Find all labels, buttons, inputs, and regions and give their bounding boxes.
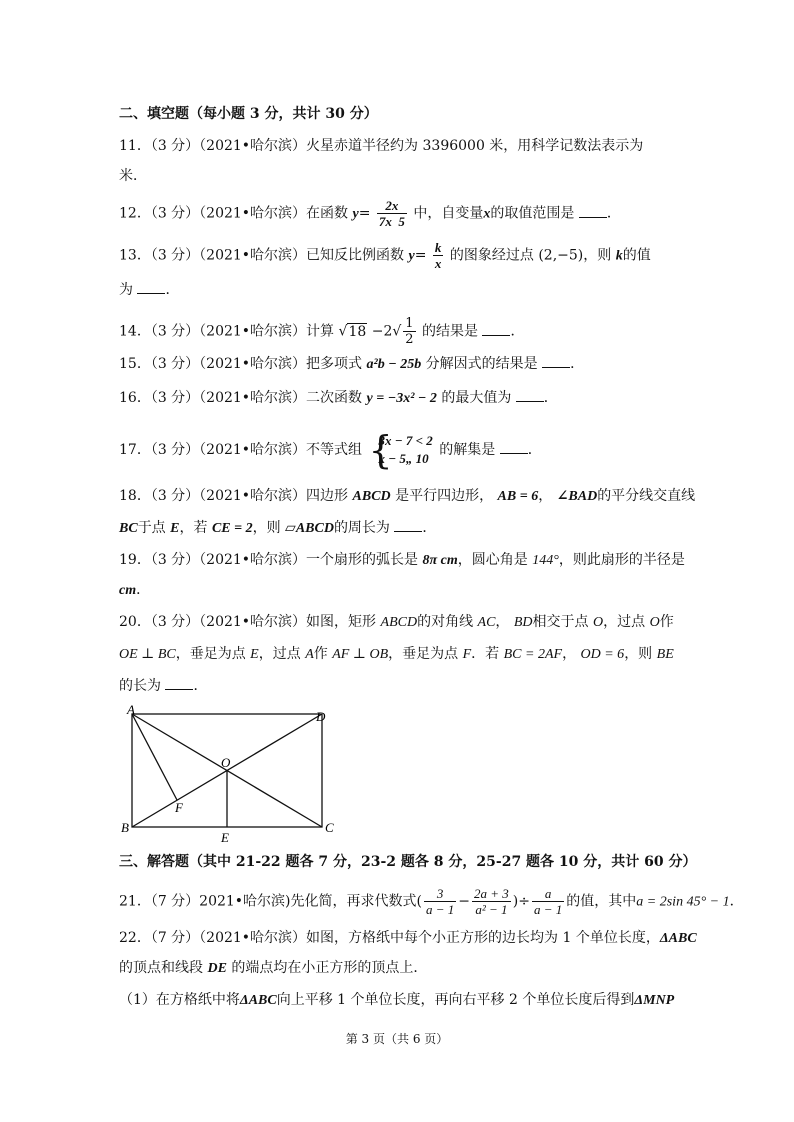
q13-num: k bbox=[434, 240, 442, 255]
question-16 bbox=[119, 388, 558, 409]
q13-fraction bbox=[433, 240, 444, 271]
label-c: C bbox=[325, 820, 334, 835]
q17-prefix: 17．（3 分）（2021•哈尔滨）不等式组 bbox=[119, 442, 363, 458]
label-d: D bbox=[316, 709, 326, 724]
q18-bad: ∠BAD bbox=[556, 489, 598, 504]
q20-l2a: ，垂足为点 bbox=[175, 646, 246, 662]
q22-line3 bbox=[119, 990, 674, 1011]
q12-x: x bbox=[483, 206, 491, 222]
q22-line1 bbox=[119, 928, 697, 949]
q18-sep: ， bbox=[538, 488, 553, 504]
q16-expr: y = −3x² − 2 bbox=[366, 391, 437, 406]
q13-prefix: 13．（3 分）（2021•哈尔滨）已知反比例函数 bbox=[119, 247, 405, 264]
label-b: B bbox=[121, 820, 129, 835]
q20-mid3: ，过点 bbox=[603, 614, 646, 630]
q21-lparen: ( bbox=[416, 893, 422, 910]
q19-unit: cm bbox=[119, 583, 137, 598]
q20-line3 bbox=[119, 676, 207, 696]
q20-be: BE bbox=[656, 647, 674, 662]
q20-sep: ， bbox=[495, 614, 510, 630]
q22-line3b: 向上平移 1 个单位长度，再向右平移 2 个单位长度后得到 bbox=[276, 992, 635, 1008]
q21-frac2 bbox=[472, 886, 511, 917]
q22-line1-text: 22．（7 分）（2021•哈尔滨）如图，方格纸中每个小正方形的边长均为 1 个单位长度， bbox=[119, 930, 660, 946]
q13-mid2: ，则 bbox=[583, 247, 612, 264]
q18-ce: CE = 2 bbox=[211, 521, 253, 536]
q20-l2e2: ．若 bbox=[471, 646, 500, 662]
q21-frac3 bbox=[532, 886, 564, 917]
q14-sqrt-sign: √ bbox=[338, 323, 348, 340]
q12-fraction bbox=[377, 198, 407, 229]
q18-mid: 是平行四边形， bbox=[395, 488, 494, 504]
q18-parallelogram: ▱ABCD bbox=[285, 521, 334, 536]
q12-den: 7x 5 bbox=[378, 214, 405, 229]
question-12 bbox=[119, 198, 621, 229]
q20-l2f2: ， bbox=[562, 646, 577, 662]
q18-l2a: 于点 bbox=[137, 520, 166, 536]
q20-od: OD = 6 bbox=[580, 647, 625, 662]
q21-prefix: 21．（7 分）2021•哈尔滨)先化简，再求代数式 bbox=[119, 893, 417, 910]
q14-suffix: 的结果是 bbox=[422, 323, 479, 340]
q15-expr: a²b − 25b bbox=[366, 357, 422, 372]
q13-k: k bbox=[615, 248, 623, 264]
q15-suffix: 分解因式的结果是 bbox=[425, 356, 538, 372]
q20-abcd: ABCD bbox=[380, 615, 418, 630]
q18-line2 bbox=[119, 518, 436, 539]
q20-tail: 作 bbox=[659, 614, 674, 630]
q20-answer-blank[interactable] bbox=[165, 677, 193, 690]
q19-mid: ，圆心角是 bbox=[457, 552, 528, 568]
q20-ac: AC bbox=[477, 615, 496, 630]
q20-pa: A bbox=[305, 647, 314, 662]
q20-l2b: ，过点 bbox=[258, 646, 301, 662]
q19-prefix: 19．（3 分）（2021•哈尔滨）一个扇形的弧长是 bbox=[119, 552, 419, 568]
q17-row1: 3x − 7 < 2 bbox=[378, 433, 433, 448]
q14-sqrt-sign2: √ bbox=[392, 323, 402, 340]
q20-l2g: ，则 bbox=[624, 646, 653, 662]
q14-sqrt-18: 18 bbox=[348, 323, 367, 340]
q21-suffix: 的值，其中 bbox=[566, 893, 637, 910]
q13-line2-text: 为 bbox=[119, 282, 133, 298]
q20-bc: BC = 2AF bbox=[503, 647, 563, 662]
q20-end: ． bbox=[193, 678, 208, 694]
q20-o2: O bbox=[649, 615, 660, 630]
q18-l2c: ，则 bbox=[252, 520, 281, 536]
q22-tri: ΔABC bbox=[659, 931, 697, 946]
q13-point: (2,−5) bbox=[538, 247, 584, 264]
q19-end: ． bbox=[136, 582, 151, 598]
q21-cond: a = 2sin 45° − 1 bbox=[636, 894, 730, 910]
q20-bd: BD bbox=[513, 615, 533, 630]
q16-answer-blank[interactable] bbox=[516, 389, 544, 402]
q17-suffix: 的解集是 bbox=[439, 442, 496, 458]
q20-oe: OE ⊥ BC bbox=[119, 647, 176, 662]
page-footer: 第 3 页（共 6 页） bbox=[345, 1032, 449, 1046]
q21-d2: a² − 1 bbox=[475, 902, 508, 917]
q20-line2 bbox=[119, 644, 674, 665]
q21-frac1 bbox=[424, 886, 456, 917]
q22-line2 bbox=[119, 958, 427, 979]
q21-n2: 2a + 3 bbox=[474, 886, 509, 901]
q16-end: ． bbox=[543, 390, 558, 406]
label-e: E bbox=[221, 830, 229, 845]
q20-af: AF ⊥ OB bbox=[332, 647, 389, 662]
q20-l2c: 作 bbox=[313, 646, 328, 662]
q12-prefix: 12．（3 分）（2021•哈尔滨）在函数 bbox=[119, 205, 349, 222]
q22-line3a: （1）在方格纸中将 bbox=[119, 992, 240, 1008]
q20-prefix: 20．（3 分）（2021•哈尔滨）如图，矩形 bbox=[119, 614, 377, 630]
q21-n3: a bbox=[532, 886, 564, 902]
q19-line2 bbox=[119, 580, 150, 601]
q21-div: )÷ bbox=[512, 893, 530, 910]
q18-l2d: 的周长为 bbox=[333, 520, 390, 536]
q14-prefix: 14．（3 分）（2021•哈尔滨）计算 bbox=[119, 323, 335, 340]
q20-mid2: 相交于点 bbox=[532, 614, 589, 630]
q18-ab: AB = 6 bbox=[497, 489, 539, 504]
q21-end: ． bbox=[729, 893, 744, 910]
q21-minus: − bbox=[458, 893, 471, 910]
q22-line2a: 的顶点和线段 bbox=[119, 960, 203, 976]
q22-de: DE bbox=[207, 961, 227, 976]
q18-e: E bbox=[170, 521, 180, 536]
q14-den: 2 bbox=[405, 332, 414, 347]
q18-prefix: 18．（3 分）（2021•哈尔滨）四边形 bbox=[119, 488, 349, 504]
q18-answer-blank[interactable] bbox=[394, 519, 422, 532]
q12-suffix: 中，自变量 bbox=[413, 205, 484, 222]
q18-abcd: ABCD bbox=[352, 489, 391, 504]
q16-prefix: 16．（3 分）（2021•哈尔滨）二次函数 bbox=[119, 390, 363, 406]
section3-title: 三、解答题（其中 21-22 题各 7 分，23-2 题各 8 分，25-27 题各 10 分，共计 60 分） bbox=[119, 854, 697, 870]
q15-prefix: 15．（3 分）（2021•哈尔滨）把多项式 bbox=[119, 356, 363, 372]
q22-tri2: ΔABC bbox=[239, 993, 277, 1008]
q15-answer-blank[interactable] bbox=[542, 355, 570, 368]
q18-end: ． bbox=[422, 520, 437, 536]
q21-d1: a − 1 bbox=[426, 902, 455, 917]
q12-num: 2x bbox=[377, 198, 407, 214]
q18-l2b: ，若 bbox=[179, 520, 208, 536]
question-15 bbox=[119, 354, 584, 375]
q13-eq: = bbox=[414, 247, 427, 264]
q14-minus: −2 bbox=[371, 323, 393, 340]
label-f: F bbox=[175, 800, 183, 815]
q20-l2d: ，垂足为点 bbox=[388, 646, 459, 662]
q13-end2: ． bbox=[165, 282, 180, 298]
q17-row2: x − 5„ 10 bbox=[378, 451, 429, 466]
label-a: A bbox=[127, 702, 135, 717]
q13-line2 bbox=[119, 280, 179, 300]
q14-answer-blank[interactable] bbox=[482, 323, 510, 336]
q19-line1 bbox=[119, 550, 685, 571]
q17-end: ． bbox=[527, 442, 542, 458]
section2-title: 二、填空题（每小题 3 分，共计 30 分） bbox=[119, 106, 378, 122]
q16-suffix: 的最大值为 bbox=[441, 390, 512, 406]
q21-d3: a − 1 bbox=[534, 902, 563, 917]
q12-suffix2: 的取值范围是 bbox=[490, 205, 575, 222]
q19-angle: 144° bbox=[532, 553, 559, 568]
q13-y: y bbox=[408, 248, 415, 264]
q14-fraction bbox=[403, 316, 415, 347]
question-17 bbox=[119, 428, 542, 472]
rectangle-figure bbox=[115, 700, 345, 845]
q20-o: O bbox=[593, 615, 604, 630]
q20-line3-text: 的长为 bbox=[119, 678, 161, 694]
q20-e: E bbox=[250, 647, 259, 662]
q13-den: x bbox=[434, 256, 442, 271]
question-14 bbox=[119, 316, 524, 347]
q18-line1 bbox=[119, 486, 695, 507]
q14-num: 1 bbox=[405, 316, 414, 331]
q20-line1 bbox=[119, 612, 674, 633]
q12-end: ． bbox=[606, 205, 621, 222]
q19-arc: 8π cm bbox=[422, 553, 458, 568]
q13-mid: 的图象经过点 bbox=[449, 247, 534, 264]
q12-answer-blank[interactable] bbox=[579, 205, 607, 218]
q13-end: 的值 bbox=[622, 247, 651, 264]
q13-answer-blank[interactable] bbox=[137, 281, 165, 294]
question-21 bbox=[119, 886, 744, 917]
q18-tail: 的平分线交直线 bbox=[597, 488, 696, 504]
q14-end: ． bbox=[510, 323, 525, 340]
q18-bc: BC bbox=[119, 521, 138, 536]
q19-tail: ，则此扇形的半径是 bbox=[558, 552, 685, 568]
q11-line1: 11．（3 分）（2021•哈尔滨）火星赤道半径约为 3396000 米，用科学记数法表示为 bbox=[119, 138, 644, 154]
q12-eq: = bbox=[358, 205, 371, 222]
q17-answer-blank[interactable] bbox=[500, 441, 528, 454]
q13-line1 bbox=[119, 240, 651, 271]
q15-end: ． bbox=[570, 356, 585, 372]
q11-line2: 米． bbox=[119, 168, 147, 184]
q20-f: F bbox=[462, 647, 472, 662]
q21-n1: 3 bbox=[424, 886, 456, 902]
q22-line2b: 的端点均在小正方形的顶点上． bbox=[231, 960, 428, 976]
q17-brace: { bbox=[368, 428, 393, 472]
q17-inequality-system bbox=[368, 428, 433, 472]
q22-mnp: ΔMNP bbox=[634, 993, 675, 1008]
q20-mid1: 的对角线 bbox=[417, 614, 474, 630]
q12-y: y bbox=[352, 206, 359, 222]
label-o: O bbox=[221, 755, 231, 770]
